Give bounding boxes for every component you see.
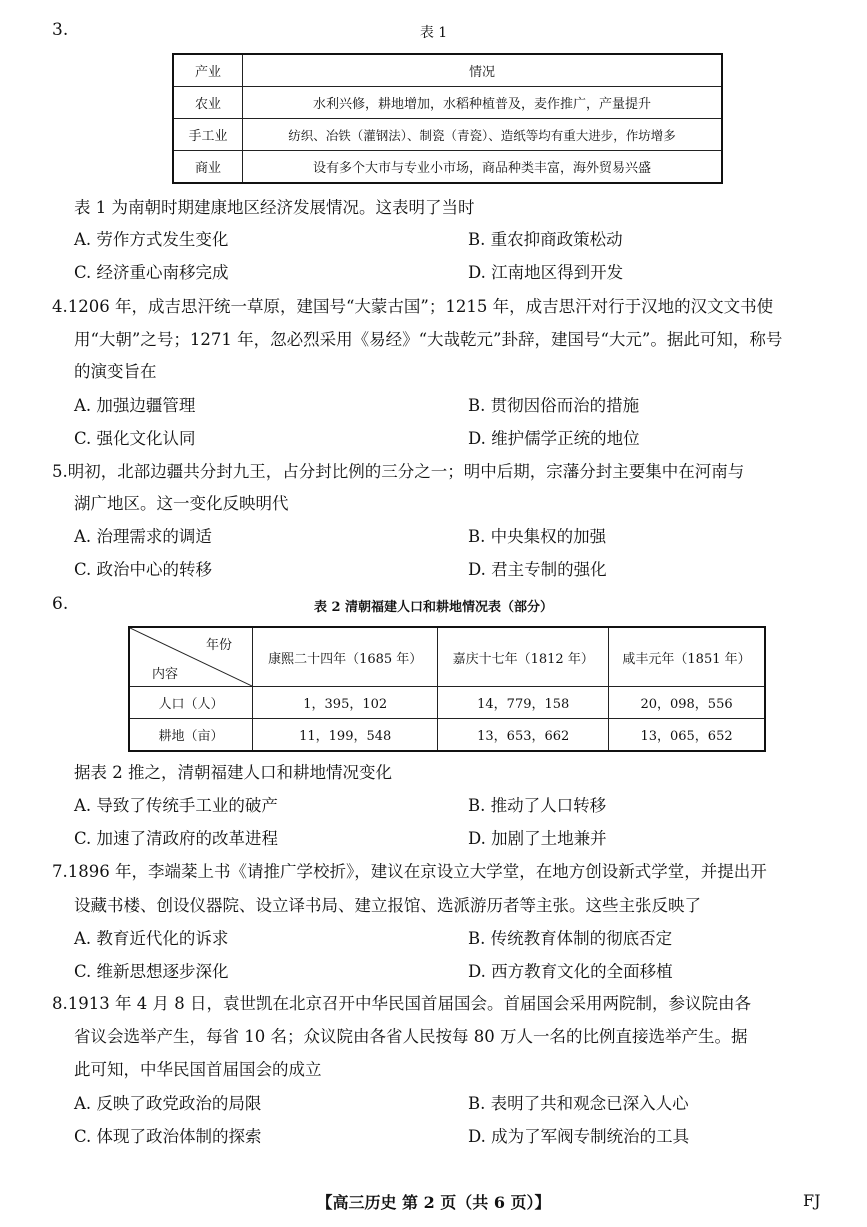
table-header-cell: 情况 [243,54,723,87]
answer-option: D. 君主专制的强化 [468,560,607,579]
table-row [173,87,722,119]
question-stem-line: 此可知，中华民国首届国会的成立 [74,1060,322,1079]
table-cell: 设有多个大市与专业小市场，商品种类丰富，海外贸易兴盛 [243,151,723,184]
answer-option: C. 经济重心南移完成 [74,263,229,282]
answer-option: B. 推动了人口转移 [468,796,607,815]
table-cell: 1，395，102 [253,687,438,719]
table-cell: 商业 [173,151,243,184]
table-row [173,151,722,184]
corner-label-content: 内容 [152,667,179,682]
answer-option: C. 体现了政治体制的探索 [74,1127,262,1146]
question-number: 3. [52,20,69,40]
table-cell: 纺织、冶铁（灌钢法）、制瓷（青瓷）、造纸等均有重大进步，作坊增多 [243,119,723,151]
table-cell: 20，098，556 [609,687,765,719]
table-cell: 13，653，662 [438,719,609,752]
diagonal-header-cell [129,627,253,687]
economy-table [172,53,723,184]
answer-option: D. 加剧了土地兼并 [468,829,607,848]
table-cell: 农业 [173,87,243,119]
table-cell: 人口（人） [129,687,253,719]
question-stem-line: 设藏书楼、创设仪器院、设立译书局、建立报馆、选派游历者等主张。这些主张反映了 [74,896,701,915]
question-stem: 据表 2 推之，清朝福建人口和耕地情况变化 [74,763,392,782]
question-stem-line: 省议会选举产生，每省 10 名；众议院由各省人民按每 80 万人一名的比例直接选举产生。据 [74,1027,748,1046]
table-row [129,719,765,752]
table-cell: 11，199，548 [253,719,438,752]
table-caption: 表 2 清朝福建人口和耕地情况表（部分） [313,600,554,615]
table-header-row [173,54,722,87]
question-stem-line: 用“大朝”之号；1271 年，忽必烈采用《易经》“大哉乾元”卦辞，建国号“大元”。据此可知，称号 [74,330,783,349]
table-header-cell: 咸丰元年（1851 年） [609,627,765,687]
table-caption: 表 1 [419,25,448,41]
population-table [128,626,766,752]
answer-option: D. 维护儒学正统的地位 [468,429,640,448]
answer-option: C. 政治中心的转移 [74,560,213,579]
answer-option: A. 劳作方式发生变化 [74,230,229,249]
corner-label-year: 年份 [205,638,232,653]
question-stem-line: 湖广地区。这一变化反映明代 [74,494,289,513]
answer-option: A. 治理需求的调适 [74,527,212,546]
answer-option: A. 导致了传统手工业的破产 [74,796,278,815]
table-row [173,119,722,151]
question-number: 6. [52,594,69,614]
table-header-cell: 嘉庆十七年（1812 年） [438,627,609,687]
answer-option: B. 贯彻因俗而治的措施 [468,396,640,415]
question-stem: 表 1 为南朝时期建康地区经济发展情况。这表明了当时 [74,198,475,217]
answer-option: C. 加速了清政府的改革进程 [74,829,279,848]
question-stem-line: 8.1913 年 4 月 8 日，袁世凯在北京召开中华民国首届国会。首届国会采用两院制，参议院由各 [52,994,751,1013]
edition-code: FJ [803,1191,821,1210]
answer-option: A. 教育近代化的诉求 [74,929,229,948]
answer-option: B. 传统教育体制的彻底否定 [468,929,673,948]
table-cell: 14，779，158 [438,687,609,719]
table-cell: 13，065，652 [609,719,765,752]
page-footer: 【高三历史 第 2 页（共 6 页）】 [316,1193,551,1212]
answer-option: A. 加强边疆管理 [74,396,196,415]
answer-option: D. 西方教育文化的全面移植 [468,962,673,981]
table-cell: 水利兴修，耕地增加，水稻种植普及，麦作推广，产量提升 [243,87,723,119]
table-header-cell: 产业 [173,54,243,87]
question-stem-line: 5.明初，北部边疆共分封九王，占分封比例的三分之一；明中后期，宗藩分封主要集中在河南与 [52,462,745,481]
question-stem-line: 4.1206 年，成吉思汗统一草原，建国号“大蒙古国”；1215 年，成吉思汗对行于汉地的汉文文书使 [52,297,774,316]
answer-option: A. 反映了政党政治的局限 [74,1094,262,1113]
answer-option: B. 中央集权的加强 [468,527,607,546]
diagonal-line [130,628,252,686]
answer-option: D. 成为了军阀专制统治的工具 [468,1127,690,1146]
table-header-cell: 康熙二十四年（1685 年） [253,627,438,687]
table-cell: 耕地（亩） [129,719,253,752]
table-header-row [129,627,765,687]
answer-option: C. 维新思想逐步深化 [74,962,229,981]
answer-option: C. 强化文化认同 [74,429,196,448]
table-row [129,687,765,719]
answer-option: B. 表明了共和观念已深入人心 [468,1094,689,1113]
question-stem-line: 的演变旨在 [74,362,157,381]
answer-option: B. 重农抑商政策松动 [468,230,623,249]
answer-option: D. 江南地区得到开发 [468,263,624,282]
table-cell: 手工业 [173,119,243,151]
question-stem-line: 7.1896 年，李端棻上书《请推广学校折》，建议在京设立大学堂，在地方创设新式学堂，并提出开 [52,862,767,881]
